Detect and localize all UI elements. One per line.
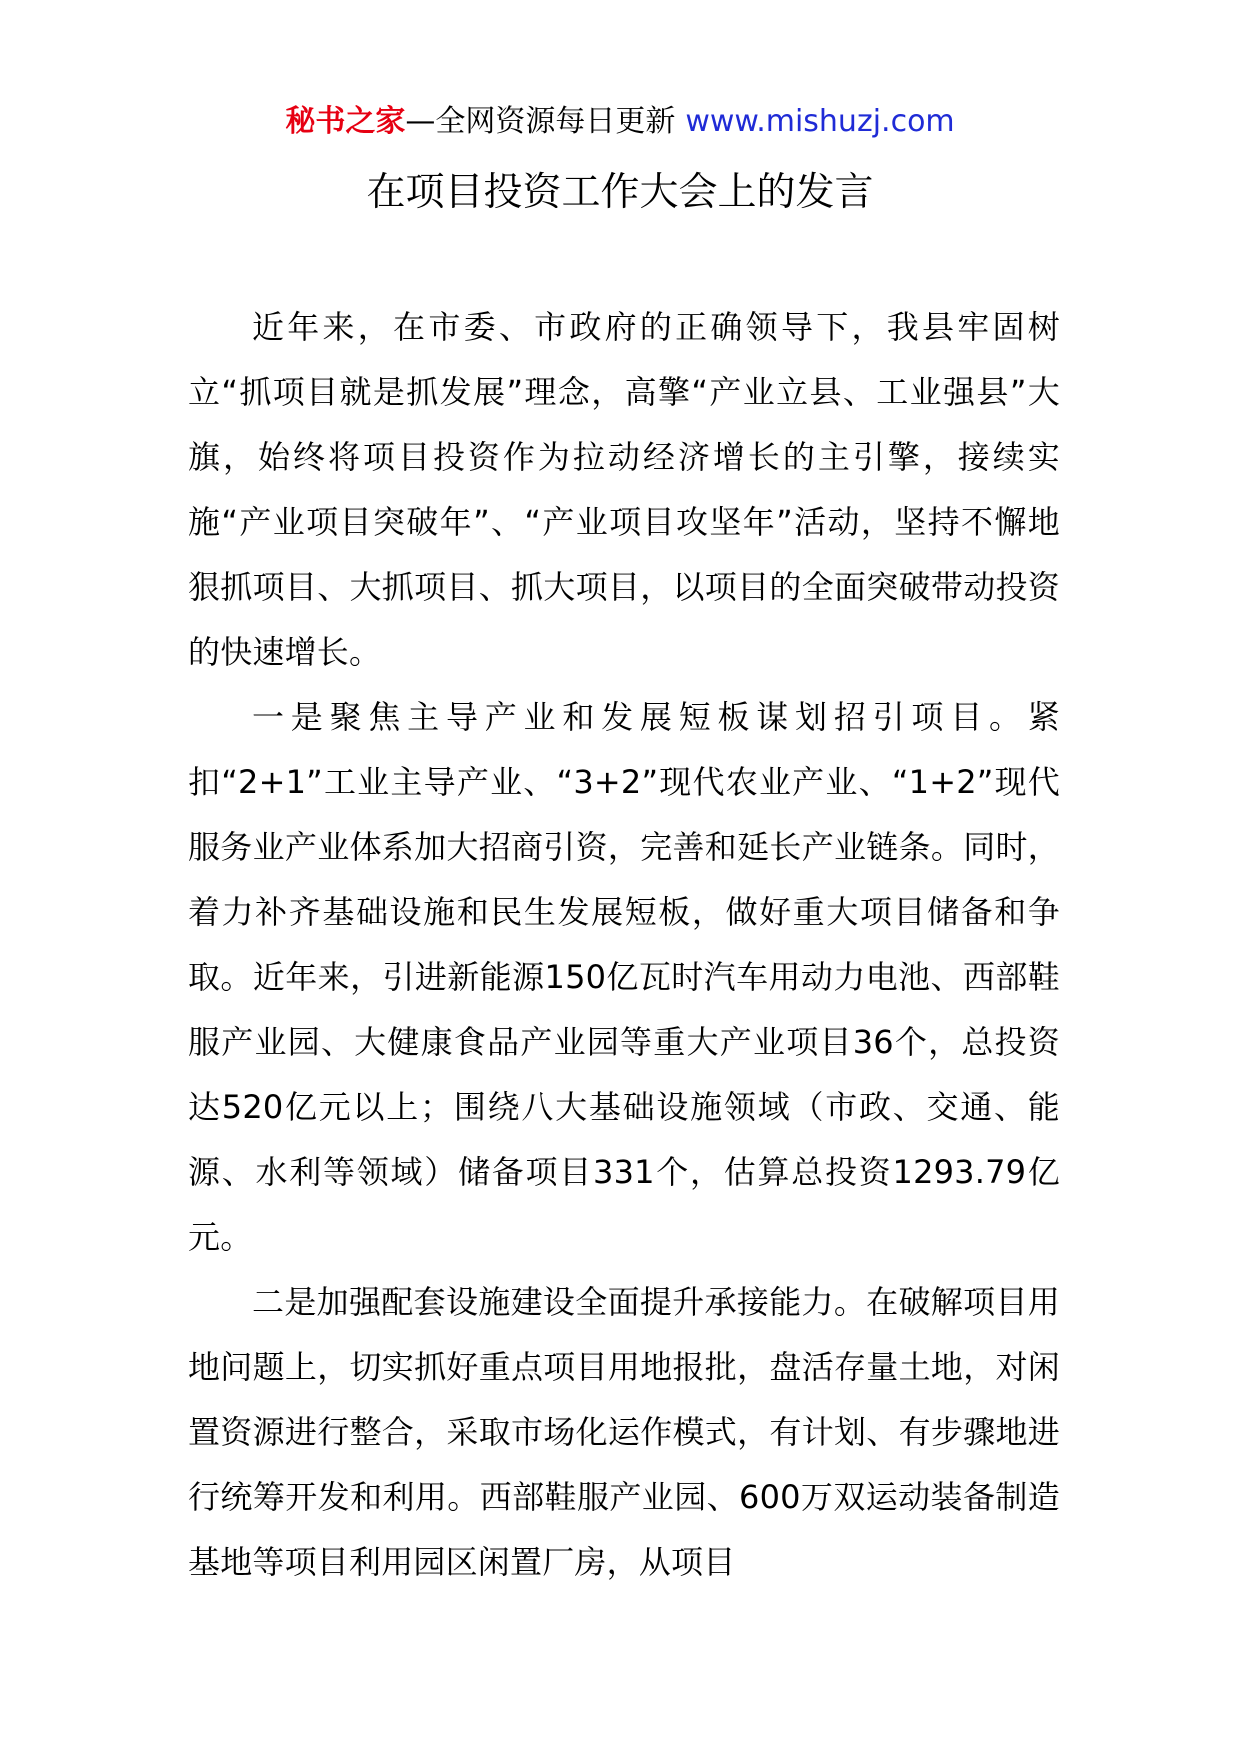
paragraph-intro: 近年来，在市委、市政府的正确领导下，我县牢固树立“抓项目就是抓发展”理念，高擎“产业立县、工业强县”大旗，始终将项目投资作为拉动经济增长的主引擎，接续实施“产业项目突破年”、“产业项目攻坚年”活动，坚持不懈地狠抓项目、大抓项目、抓大项目，以项目的全面突破带动投资的快速增长。	[188, 308, 1060, 671]
paragraph-point-one: 一是聚焦主导产业和发展短板谋划招引项目。紧扣“2+1”工业主导产业、“3+2”现代农业产业、“1+2”现代服务业产业体系加大招商引资，完善和延长产业链条。同时，着力补齐基础设施和民生发展短板，做好重大项目储备和争取。近年来，引进新能源150亿瓦时汽车用动力电池、西部鞋服产业园、大健康食品产业园等重大产业项目36个，总投资达520亿元以上；围绕八大基础设施领域（市政、交通、能源、水利等领域）储备项目331个，估算总投资1293.79亿元。	[188, 698, 1060, 1256]
site-url-link[interactable]: www.mishuzj.com	[685, 104, 955, 139]
site-header	[0, 102, 1240, 142]
document-body	[188, 295, 1060, 1595]
paragraph-point-two: 二是加强配套设施建设全面提升承接能力。在破解项目用地问题上，切实抓好重点项目用地报批，盘活存量土地，对闲置资源进行整合，采取市场化运作模式，有计划、有步骤地进行统筹开发和利用。西部鞋服产业园、600万双运动装备制造基地等项目利用园区闲置厂房，从项目	[188, 1283, 1060, 1581]
site-brand: 秘书之家	[285, 104, 406, 139]
document-title: 在项目投资工作大会上的发言	[366, 170, 874, 215]
site-slogan: —全网资源每日更新	[405, 104, 676, 139]
